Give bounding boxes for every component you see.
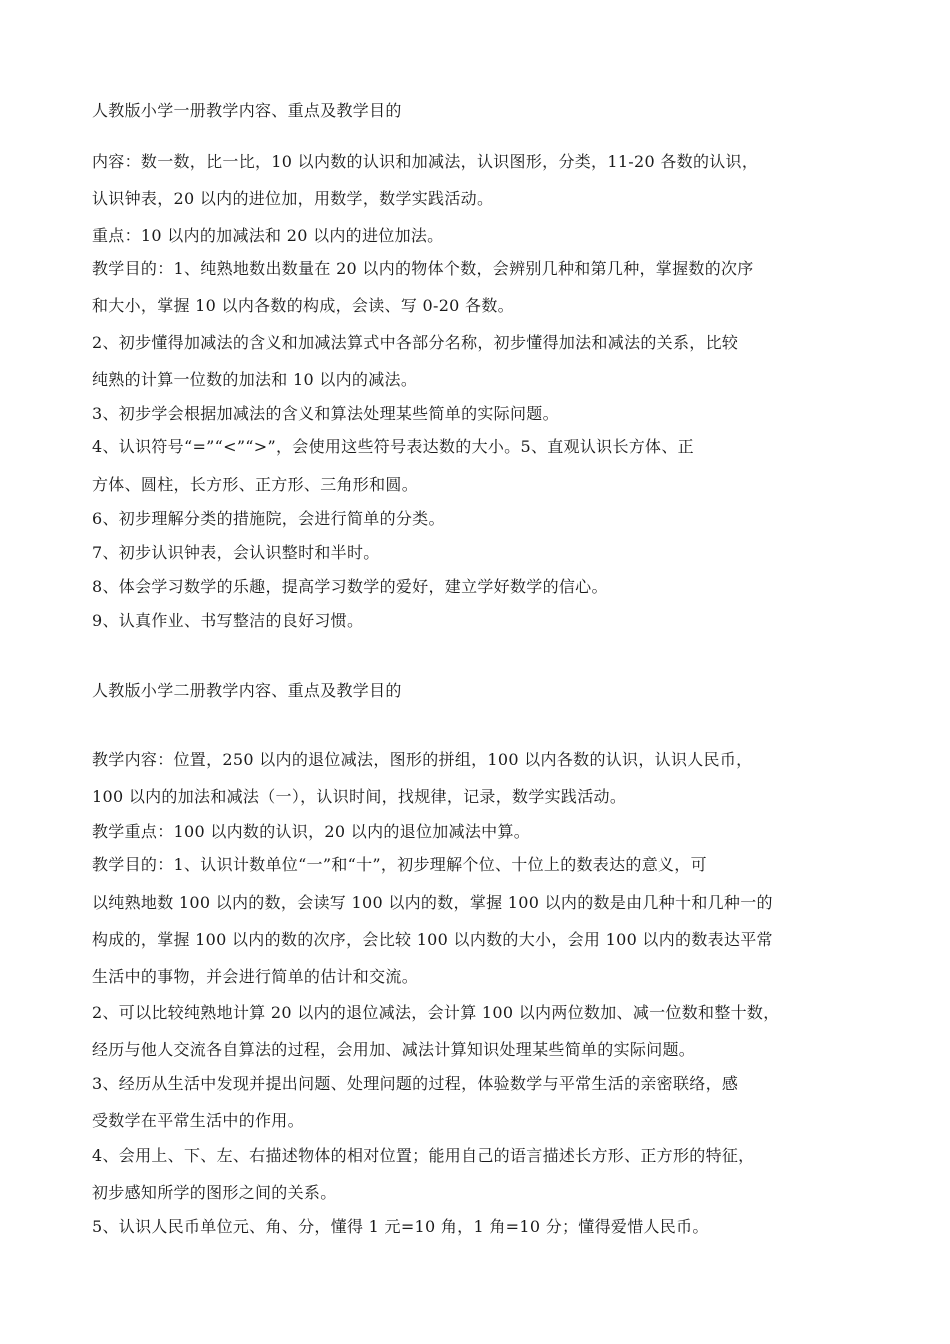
section2-line: 教学目的：1、认识计数单位“一”和“十”，初步理解个位、十位上的数表达的意义，可 bbox=[92, 855, 707, 874]
section2-line: 初步感知所学的图形之间的关系。 bbox=[92, 1183, 337, 1202]
section2-line: 2、可以比较纯熟地计算 20 以内的退位减法，会计算 100 以内两位数加、减一位数和整十数， bbox=[92, 1003, 780, 1022]
section1-line: 纯熟的计算一位数的加法和 10 以内的减法。 bbox=[92, 370, 418, 389]
section1-line: 2、初步懂得加减法的含义和加减法算式中各部分名称，初步懂得加法和减法的关系，比较 bbox=[92, 333, 739, 352]
section2-title: 人教版小学二册教学内容、重点及教学目的 bbox=[92, 681, 402, 700]
section2-line: 经历与他人交流各自算法的过程，会用加、减法计算知识处理某些简单的实际问题。 bbox=[92, 1040, 696, 1059]
section1-line: 重点：10 以内的加减法和 20 以内的进位加法。 bbox=[92, 226, 444, 245]
section1-line: 4、认识符号“=”“<”“>”，会使用这些符号表达数的大小。5、直观认识长方体、正 bbox=[92, 437, 694, 456]
section1-line: 8、体会学习数学的乐趣，提高学习数学的爱好，建立学好数学的信心。 bbox=[92, 577, 608, 596]
section1-line: 和大小，掌握 10 以内各数的构成，会读、写 0-20 各数。 bbox=[92, 296, 514, 315]
section2-line: 构成的，掌握 100 以内的数的次序，会比较 100 以内数的大小，会用 100 以内的数表达平常 bbox=[92, 930, 773, 949]
section2-line: 以纯熟地数 100 以内的数，会读写 100 以内的数，掌握 100 以内的数是由几种十和几种一的 bbox=[92, 893, 773, 912]
section1-line: 方体、圆柱，长方形、正方形、三角形和圆。 bbox=[92, 475, 419, 494]
section1-line: 6、初步理解分类的措施院，会进行简单的分类。 bbox=[92, 509, 445, 528]
section1-line: 9、认真作业、书写整洁的良好习惯。 bbox=[92, 611, 364, 630]
section1-title: 人教版小学一册教学内容、重点及教学目的 bbox=[92, 101, 402, 120]
section2-line: 4、会用上、下、左、右描述物体的相对位置；能用自己的语言描述长方形、正方形的特征， bbox=[92, 1146, 755, 1165]
section1-line: 3、初步学会根据加减法的含义和算法处理某些简单的实际问题。 bbox=[92, 404, 559, 423]
section1-line: 教学目的：1、纯熟地数出数量在 20 以内的物体个数，会辨别几种和第几种，掌握数的次序 bbox=[92, 259, 754, 278]
section1-line: 7、初步认识钟表，会认识整时和半时。 bbox=[92, 543, 380, 562]
section2-line: 5、认识人民币单位元、角、分，懂得 1 元=10 角，1 角=10 分；懂得爱惜人民币。 bbox=[92, 1217, 709, 1236]
section2-line: 教学内容：位置，250 以内的退位减法，图形的拼组，100 以内各数的认识，认识人民币， bbox=[92, 750, 753, 769]
section2-line: 100 以内的加法和减法（一），认识时间，找规律，记录，数学实践活动。 bbox=[92, 787, 627, 806]
section1-line: 内容：数一数，比一比，10 以内数的认识和加减法，认识图形，分类，11-20 各数的认识， bbox=[92, 152, 759, 171]
section2-line: 教学重点：100 以内数的认识，20 以内的退位加减法中算。 bbox=[92, 822, 531, 841]
section1-line: 认识钟表，20 以内的进位加，用数学，数学实践活动。 bbox=[92, 189, 494, 208]
section2-line: 受数学在平常生活中的作用。 bbox=[92, 1111, 304, 1130]
section2-line: 3、经历从生活中发现并提出问题、处理问题的过程，体验数学与平常生活的亲密联络，感 bbox=[92, 1074, 739, 1093]
section2-line: 生活中的事物，并会进行简单的估计和交流。 bbox=[92, 967, 419, 986]
